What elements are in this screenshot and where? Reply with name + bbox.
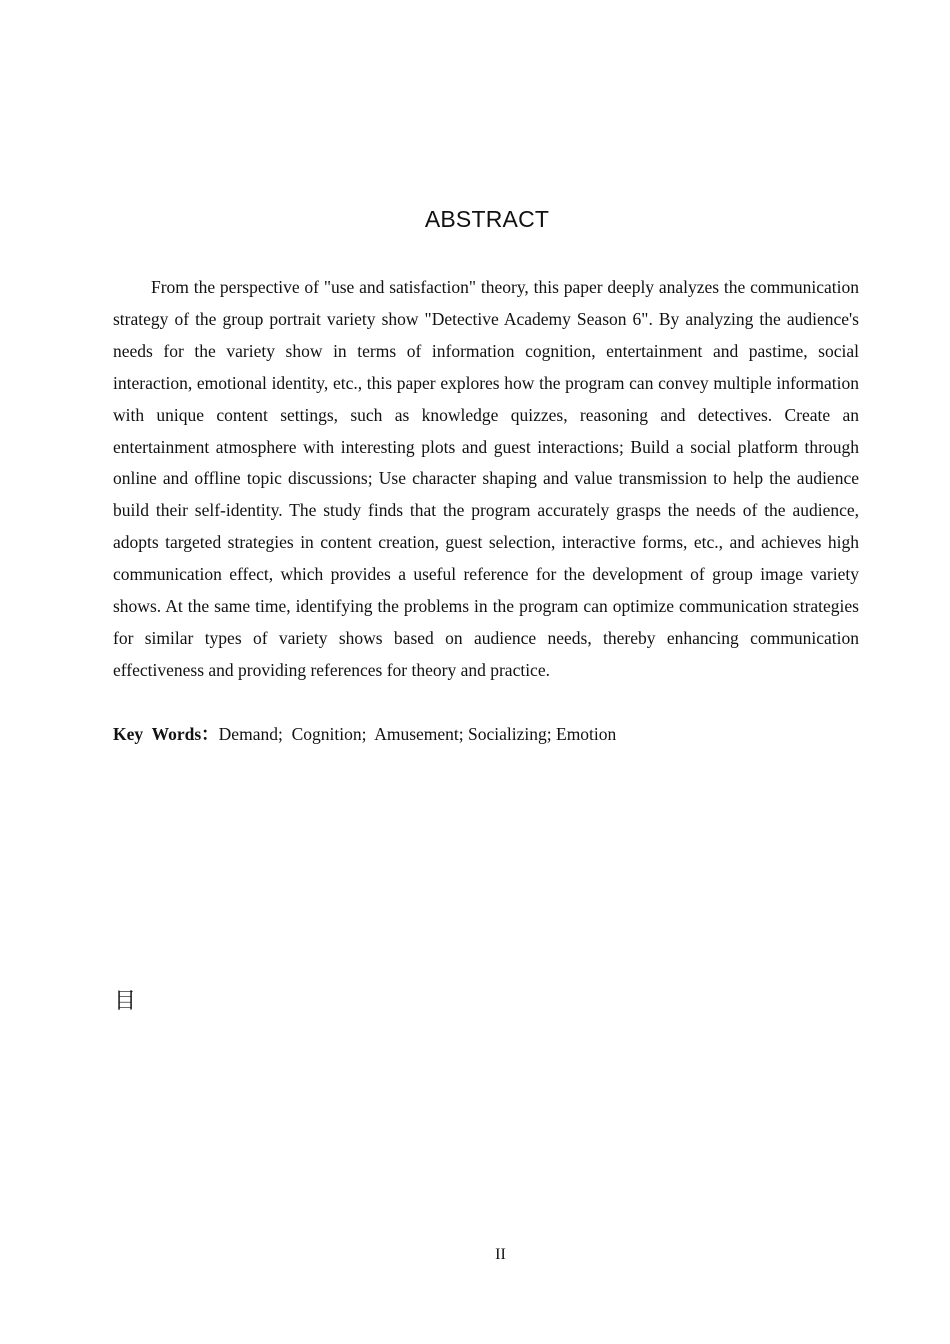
table-of-contents-heading-fragment: 目 bbox=[114, 989, 137, 1014]
keywords-list: Demand; Cognition; Amusement; Socializing; Emotion bbox=[218, 724, 617, 744]
abstract-heading: ABSTRACT bbox=[424, 206, 550, 232]
keywords-label: Key Words： bbox=[113, 724, 219, 744]
page-number: II bbox=[495, 1246, 506, 1263]
abstract-paragraph: From the perspective of "use and satisfaction" theory, this paper deeply analyzes the communication strategy of the group portrait variety show "Detective Academy Season 6". By analyzing the audience's needs for the variety show in terms of information cognition, entertainment and pastime, social interaction, emotional identity, etc., this paper explores how the program can convey multiple information with unique content settings, such as knowledge quizzes, reasoning and detectives. Create an entertainment atmosphere with interesting plots and guest interactions; Build a social platform through online and offline topic discussions; Use character shaping and value transmission to help the audience build their self-identity. The study finds that the program accurately grasps the needs of the audience, adopts targeted strategies in content creation, guest selection, interactive forms, etc., and achieves high communication effect, which provides a useful reference for the development of group image variety shows. At the same time, identifying the problems in the program can optimize communication strategies for similar types of variety shows based on audience needs, thereby enhancing communication effectiveness and providing references for theory and practice. bbox=[113, 277, 859, 680]
keywords-line bbox=[113, 719, 859, 751]
